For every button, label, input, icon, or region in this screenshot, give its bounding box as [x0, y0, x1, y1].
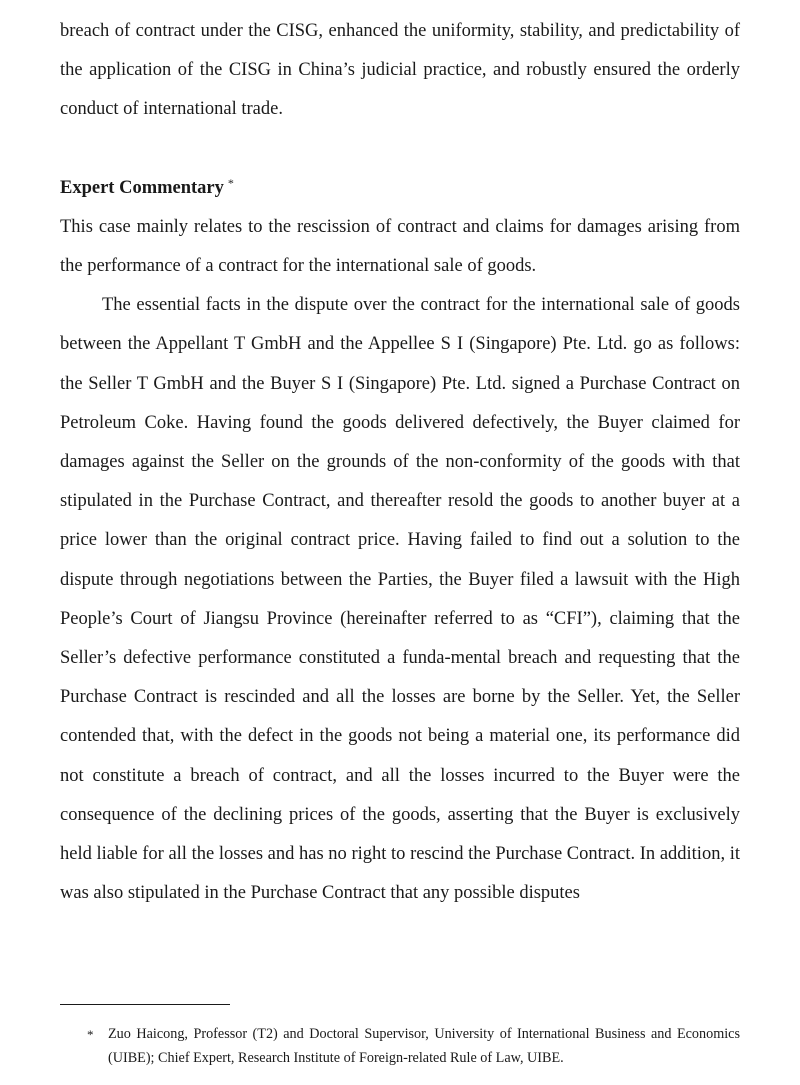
- section-heading: [60, 169, 740, 208]
- footnote-text: Zuo Haicong, Professor (T2) and Doctoral Supervisor, University of International Business and Economics (UIBE); Chief Expert, Research Institute of Foreign-related Rule of Law, UIBE.: [108, 1026, 740, 1066]
- paragraph-main: The essential facts in the dispute over the contract for the international sale of goods between the Appellant T GmbH and the Appellee S I (Singapore) Pte. Ltd. go as follows: the Seller T GmbH and the Buyer S I (Singapore) Pte. Ltd. signed a Purchase Contract on Petroleum Coke. Having found the goods delivered defectively, the Buyer claimed for damages against the Seller on the grounds of the non-conformity of the goods with that stipulated in the Purchase Contract, and thereafter resold the goods to another buyer at a price lower than the original contract price. Having failed to find out a solution to the dispute through negotiations between the Parties, the Buyer filed a lawsuit with the High People’s Court of Jiangsu Province (hereinafter referred to as “CFI”), claiming that the Seller’s defective performance constituted a funda-mental breach and requesting that the Purchase Contract is rescinded and all the losses are borne by the Seller. Yet, the Seller contended that, with the defect in the goods not being a material one, its performance did not constitute a breach of contract, and all the losses incurred to the Buyer were the consequence of the declining prices of the goods, asserting that the Buyer is exclusively held liable for all the losses and has no right to rescind the Purchase Contract. In addition, it was also stipulated in the Purchase Contract that any possible disputes: [60, 295, 740, 904]
- heading-text: Expert Commentary: [60, 177, 224, 198]
- footnote-marker: *: [87, 1027, 94, 1042]
- footnote-divider: [60, 1004, 230, 1005]
- footnote: [87, 1022, 740, 1070]
- footnote-reference[interactable]: *: [227, 175, 234, 190]
- document-page: [60, 12, 740, 913]
- paragraph-top: breach of contract under the CISG, enhanced the uniformity, stability, and predictability of the application of the CISG in China’s judicial practice, and robustly ensured the orderly conduct of international trade.: [60, 21, 740, 120]
- paragraph-intro: This case mainly relates to the rescission of contract and claims for damages arising from the performance of a contract for the international sale of goods.: [60, 216, 740, 277]
